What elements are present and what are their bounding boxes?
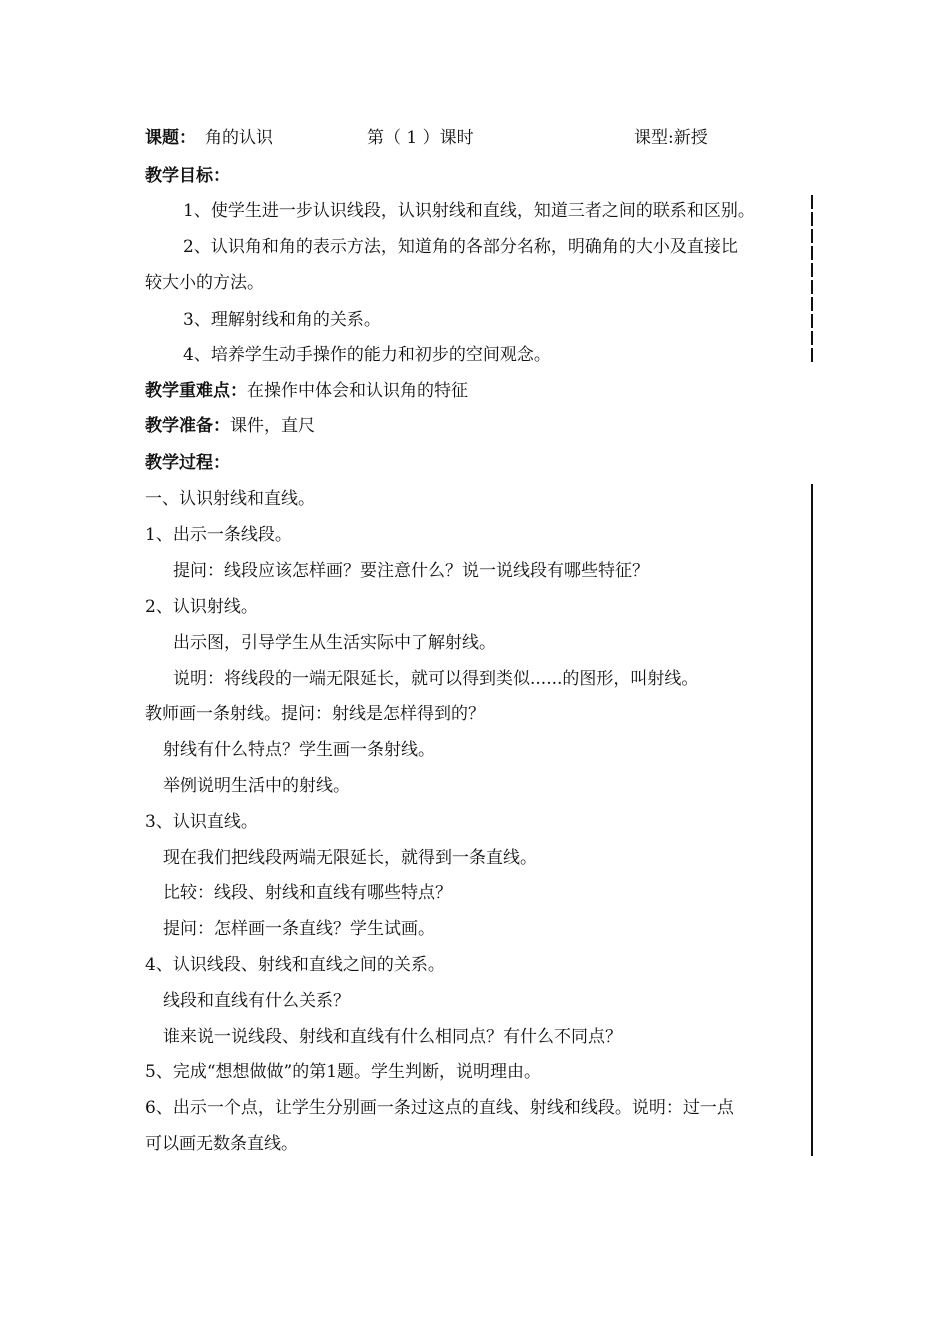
process-line: 4、认识线段、射线和直线之间的关系。 [145, 955, 445, 975]
process-line: 线段和直线有什么关系？ [163, 991, 350, 1011]
objective-4: 4、培养学生动手操作的能力和初步的空间观念。 [183, 345, 551, 365]
process-line: 现在我们把线段两端无限延长，就得到一条直线。 [163, 848, 537, 868]
objective-2b: 较大小的方法。 [145, 273, 264, 293]
process-line: 提问：怎样画一条直线？学生试画。 [163, 919, 435, 939]
key-points-label: 教学重难点： [145, 381, 247, 401]
process-line: 射线有什么特点？学生画一条射线。 [163, 740, 435, 760]
objectives-heading: 教学目标： [145, 166, 230, 186]
title-value: 角的认识 [205, 128, 273, 148]
preparation [145, 415, 315, 437]
margin-bar-top [811, 195, 813, 365]
process-heading: 教学过程： [145, 453, 230, 473]
process-line: 比较：线段、射线和直线有哪些特点？ [163, 883, 452, 903]
process-line: 可以画无数条直线。 [145, 1134, 298, 1154]
objective-2a: 2、认识角和角的表示方法，知道角的各部分名称，明确角的大小及直接比 [183, 237, 738, 257]
process-line: 6、出示一个点，让学生分别画一条过这点的直线、射线和线段。说明：过一点 [145, 1098, 734, 1118]
process-line: 5、完成“想想做做”的第1题。学生判断，说明理由。 [145, 1062, 542, 1082]
lesson-number: 第（ 1 ）课时 [367, 128, 474, 148]
process-line: 举例说明生活中的射线。 [163, 776, 350, 796]
process-line: 谁来说一说线段、射线和直线有什么相同点？有什么不同点？ [163, 1027, 622, 1047]
lesson-type: 课型:新授 [634, 128, 708, 148]
key-points [145, 380, 468, 402]
process-line: 提问：线段应该怎样画？要注意什么？说一说线段有哪些特征？ [173, 561, 649, 581]
process-line: 3、认识直线。 [145, 812, 258, 832]
process-line: 出示图，引导学生从生活实际中了解射线。 [173, 633, 496, 653]
process-line: 一、认识射线和直线。 [145, 489, 315, 509]
process-line: 说明：将线段的一端无限延长，就可以得到类似......的图形，叫射线。 [173, 669, 699, 689]
margin-bar-bottom [811, 484, 813, 1156]
objective-3: 3、理解射线和角的关系。 [183, 310, 381, 330]
process-line: 1、出示一条线段。 [145, 525, 292, 545]
key-points-value: 在操作中体会和认识角的特征 [247, 381, 468, 401]
process-line: 教师画一条射线。提问：射线是怎样得到的？ [145, 704, 485, 724]
title-label: 课题： [145, 128, 196, 148]
process-line: 2、认识射线。 [145, 597, 258, 617]
preparation-value: 课件，直尺 [230, 416, 315, 436]
objective-1: 1、使学生进一步认识线段，认识射线和直线，知道三者之间的联系和区别。 [183, 201, 755, 221]
preparation-label: 教学准备： [145, 416, 230, 436]
